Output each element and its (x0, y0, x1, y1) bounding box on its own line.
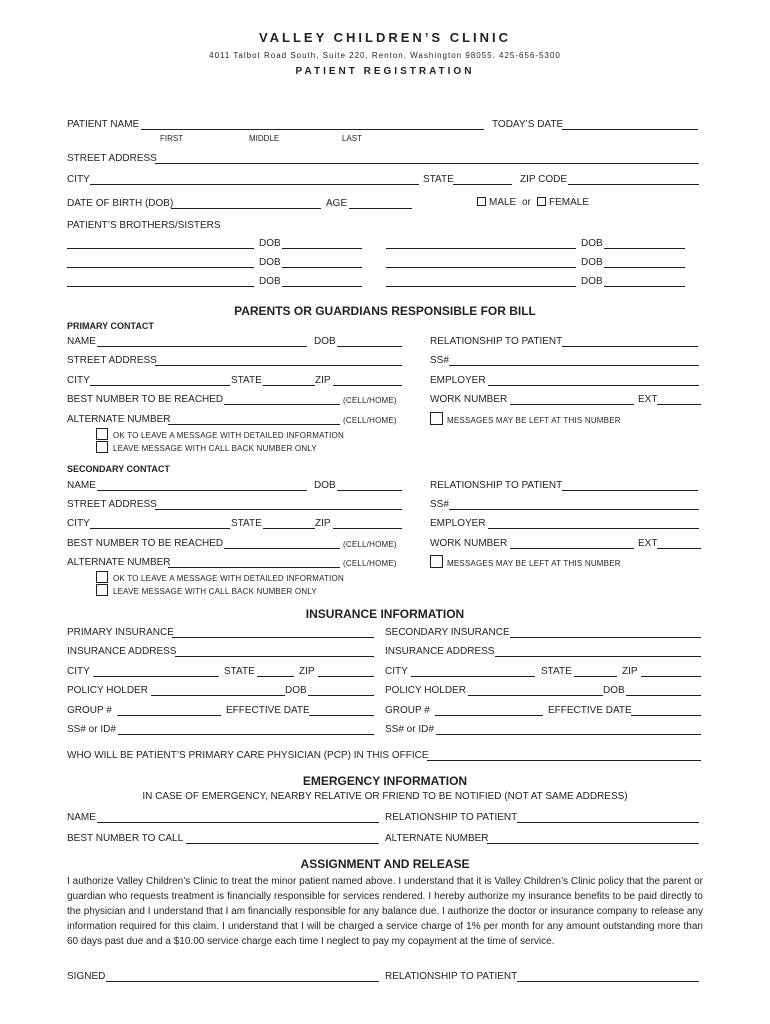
secondary-work-number-field[interactable] (510, 548, 634, 549)
secondary-insurance-field[interactable] (510, 637, 701, 638)
pcp-label: WHO WILL BE PATIENT’S PRIMARY CARE PHYSICIAN (PCP) IN THIS OFFICE (67, 750, 429, 761)
secondary-messages-checkbox[interactable] (430, 555, 443, 568)
primary-name-label: NAME (67, 336, 96, 347)
patient-street-label: STREET ADDRESS (67, 153, 157, 164)
signed-label: SIGNED (67, 971, 106, 982)
secondary-name-label: NAME (67, 480, 96, 491)
secondary-holder-dob-label: DOB (603, 685, 625, 696)
patient-city-label: CITY (67, 174, 90, 185)
secondary-ssid-field[interactable] (436, 734, 701, 735)
sibling-name-field[interactable] (67, 248, 254, 249)
secondary-alternate-label: ALTERNATE NUMBER (67, 557, 171, 568)
emergency-name-field[interactable] (97, 822, 379, 823)
secondary-callback-only-label: LEAVE MESSAGE WITH CALL BACK NUMBER ONLY (113, 587, 317, 596)
primary-callback-only-checkbox[interactable] (96, 441, 108, 453)
todays-date-field[interactable] (562, 129, 698, 130)
secondary-relationship-field[interactable] (562, 490, 698, 491)
primary-messages-checkbox[interactable] (430, 412, 443, 425)
sibling-dob-label: DOB (259, 238, 281, 249)
emergency-best-call-label: BEST NUMBER TO CALL (67, 833, 184, 844)
primary-alternate-label: ALTERNATE NUMBER (67, 414, 171, 425)
secondary-ins-state-label: STATE (541, 666, 572, 677)
signed-relationship-field[interactable] (517, 981, 699, 982)
secondary-holder-dob-field[interactable] (626, 695, 701, 696)
primary-employer-field[interactable] (488, 385, 699, 386)
sibling-dob-field[interactable] (282, 248, 362, 249)
primary-messages-label: MESSAGES MAY BE LEFT AT THIS NUMBER (447, 416, 621, 425)
primary-ins-city-label: CITY (67, 666, 90, 677)
secondary-group-label: GROUP # (385, 705, 430, 716)
primary-zip-field[interactable] (333, 385, 402, 386)
female-label: FEMALE (549, 197, 590, 208)
patient-age-label: AGE (326, 198, 348, 209)
patient-name-field[interactable] (141, 129, 484, 130)
signed-relationship-label: RELATIONSHIP TO PATIENT (385, 971, 518, 982)
sibling-dob-label: DOB (581, 238, 603, 249)
secondary-ok-detailed-checkbox[interactable] (96, 571, 108, 583)
primary-callback-only-label: LEAVE MESSAGE WITH CALL BACK NUMBER ONLY (113, 444, 317, 453)
secondary-ins-zip-field[interactable] (641, 676, 701, 677)
primary-relationship-label: RELATIONSHIP TO PATIENT (430, 336, 563, 347)
female-checkbox[interactable] (537, 197, 546, 206)
primary-best-number-label: BEST NUMBER TO BE REACHED (67, 394, 224, 405)
secondary-alternate-cell-home: (CELL/HOME) (343, 559, 397, 568)
secondary-contact-title: SECONDARY CONTACT (67, 464, 170, 474)
middle-name-caption: MIDDLE (249, 134, 280, 143)
patient-street-field[interactable] (155, 163, 699, 164)
secondary-state-field[interactable] (263, 528, 315, 529)
male-checkbox[interactable] (477, 197, 486, 206)
secondary-messages-label: MESSAGES MAY BE LEFT AT THIS NUMBER (447, 559, 621, 568)
primary-ins-state-label: STATE (224, 666, 255, 677)
secondary-employer-label: EMPLOYER (430, 518, 486, 529)
assignment-section-title: ASSIGNMENT AND RELEASE (300, 857, 470, 871)
secondary-zip-field[interactable] (333, 528, 402, 529)
primary-group-field[interactable] (117, 715, 221, 716)
parents-section-title: PARENTS OR GUARDIANS RESPONSIBLE FOR BILL (234, 304, 536, 318)
secondary-best-number-field[interactable] (224, 548, 340, 549)
signature-field[interactable] (106, 981, 379, 982)
sibling-name-field[interactable] (386, 286, 576, 287)
secondary-dob-label: DOB (314, 480, 336, 491)
primary-city-label: CITY (67, 375, 90, 386)
primary-alternate-cell-home: (CELL/HOME) (343, 416, 397, 425)
secondary-ins-zip-label: ZIP (622, 666, 638, 677)
emergency-best-call-field[interactable] (186, 843, 379, 844)
primary-ssid-field[interactable] (118, 734, 374, 735)
primary-effective-label: EFFECTIVE DATE (226, 705, 310, 716)
primary-work-number-label: WORK NUMBER (430, 394, 508, 405)
primary-work-number-field[interactable] (510, 404, 634, 405)
secondary-ss-label: SS# (430, 499, 449, 510)
sibling-dob-label: DOB (259, 257, 281, 268)
secondary-effective-label: EFFECTIVE DATE (548, 705, 632, 716)
sibling-dob-field[interactable] (282, 267, 362, 268)
secondary-ok-detailed-label: OK TO LEAVE A MESSAGE WITH DETAILED INFORMATION (113, 574, 344, 583)
primary-ins-city-field[interactable] (93, 676, 219, 677)
primary-relationship-field[interactable] (562, 346, 698, 347)
secondary-ins-address-label: INSURANCE ADDRESS (385, 646, 495, 657)
todays-date-label: TODAY’S DATE (492, 119, 564, 130)
secondary-holder-field[interactable] (468, 695, 603, 696)
primary-holder-dob-field[interactable] (308, 695, 374, 696)
or-label: or (522, 197, 531, 208)
sibling-dob-field[interactable] (282, 286, 362, 287)
secondary-name-field[interactable] (97, 490, 307, 491)
secondary-state-label: STATE (231, 518, 262, 529)
primary-street-label: STREET ADDRESS (67, 355, 157, 366)
emergency-subtitle: IN CASE OF EMERGENCY, NEARBY RELATIVE OR FRIEND TO BE NOTIFIED (NOT AT SAME ADDRESS) (142, 791, 628, 802)
secondary-zip-label: ZIP (315, 518, 331, 529)
primary-dob-field[interactable] (337, 346, 402, 347)
emergency-relationship-field[interactable] (517, 822, 699, 823)
primary-ins-address-field[interactable] (175, 656, 374, 657)
primary-ss-label: SS# (430, 355, 449, 366)
patient-dob-field[interactable] (171, 208, 321, 209)
secondary-city-label: CITY (67, 518, 90, 529)
secondary-alternate-field[interactable] (168, 567, 340, 568)
secondary-relationship-label: RELATIONSHIP TO PATIENT (430, 480, 563, 491)
sibling-name-field[interactable] (386, 248, 576, 249)
sibling-dob-field[interactable] (604, 267, 685, 268)
primary-state-field[interactable] (263, 385, 315, 386)
secondary-ext-field[interactable] (657, 548, 701, 549)
secondary-city-field[interactable] (90, 528, 230, 529)
insurance-section-title: INSURANCE INFORMATION (305, 607, 465, 621)
primary-state-label: STATE (231, 375, 262, 386)
primary-holder-label: POLICY HOLDER (67, 685, 148, 696)
secondary-street-field[interactable] (155, 509, 402, 510)
first-name-caption: FIRST (160, 134, 184, 143)
secondary-ssid-label: SS# or ID# (385, 724, 434, 735)
secondary-ins-address-field[interactable] (495, 656, 701, 657)
primary-holder-field[interactable] (151, 695, 285, 696)
primary-ins-zip-field[interactable] (318, 676, 374, 677)
secondary-cell-home: (CELL/HOME) (343, 540, 397, 549)
primary-ss-field[interactable] (449, 365, 699, 366)
primary-cell-home: (CELL/HOME) (343, 396, 397, 405)
emergency-alternate-label: ALTERNATE NUMBER (385, 833, 489, 844)
primary-contact-title: PRIMARY CONTACT (67, 321, 154, 331)
primary-holder-dob-label: DOB (285, 685, 307, 696)
emergency-section-title: EMERGENCY INFORMATION (302, 774, 468, 788)
emergency-relationship-label: RELATIONSHIP TO PATIENT (385, 812, 518, 823)
primary-effective-field[interactable] (309, 715, 374, 716)
primary-zip-label: ZIP (315, 375, 331, 386)
patient-age-field[interactable] (349, 208, 412, 209)
sibling-name-field[interactable] (386, 267, 576, 268)
primary-group-label: GROUP # (67, 705, 112, 716)
primary-ssid-label: SS# or ID# (67, 724, 116, 735)
sibling-name-field[interactable] (67, 267, 254, 268)
patient-state-label: STATE (423, 174, 454, 185)
sibling-dob-field[interactable] (604, 248, 685, 249)
secondary-work-number-label: WORK NUMBER (430, 538, 508, 549)
secondary-holder-label: POLICY HOLDER (385, 685, 466, 696)
primary-insurance-field[interactable] (172, 637, 374, 638)
patient-name-label: PATIENT NAME (67, 119, 140, 130)
patient-zip-label: ZIP CODE (520, 174, 568, 185)
secondary-ins-city-label: CITY (385, 666, 408, 677)
patient-dob-label: DATE OF BIRTH (DOB) (67, 198, 174, 209)
emergency-name-label: NAME (67, 812, 96, 823)
patient-state-field[interactable] (453, 184, 512, 185)
secondary-callback-only-checkbox[interactable] (96, 584, 108, 596)
secondary-insurance-label: SECONDARY INSURANCE (385, 627, 510, 638)
male-label: MALE (489, 197, 517, 208)
primary-employer-label: EMPLOYER (430, 375, 486, 386)
secondary-ins-city-field[interactable] (411, 676, 535, 677)
secondary-effective-field[interactable] (631, 715, 701, 716)
pcp-field[interactable] (427, 760, 701, 761)
primary-alternate-field[interactable] (168, 424, 340, 425)
secondary-ext-label: EXT (638, 538, 658, 549)
primary-ok-detailed-label: OK TO LEAVE A MESSAGE WITH DETAILED INFORMATION (113, 431, 344, 440)
primary-ext-field[interactable] (657, 404, 701, 405)
clinic-address: 4011 Talbot Road South, Suite 220, Renton, Washington 98055. 425-656-5300 (209, 51, 561, 60)
patient-zip-field[interactable] (568, 184, 699, 185)
primary-ins-address-label: INSURANCE ADDRESS (67, 646, 177, 657)
patient-city-field[interactable] (90, 184, 419, 185)
form-title: PATIENT REGISTRATION (295, 66, 475, 77)
last-name-caption: LAST (342, 134, 363, 143)
secondary-group-field[interactable] (435, 715, 543, 716)
primary-ins-state-field[interactable] (257, 676, 294, 677)
primary-city-field[interactable] (90, 385, 230, 386)
secondary-best-number-label: BEST NUMBER TO BE REACHED (67, 538, 224, 549)
emergency-alternate-field[interactable] (487, 843, 699, 844)
assignment-text: I authorize Valley Children’s Clinic to treat the minor patient named above. I understand that it is Valley Children’s Clinic policy that the parent or guardian who requests treatment is financially responsible for services rendered. I hereby authorize my insurance benefits to be paid directly to the physician and I understand that I am financially responsible for any balance due. I authorize the doctor or insurance company to release any information required for this claim. I understand that I will be charged a service charge of 1% per month for any amount outstanding more than 60 days past due and a $10.00 service charge each time I neglect to pay my copayment at the time of service. (67, 876, 703, 947)
primary-best-number-field[interactable] (224, 404, 340, 405)
primary-name-field[interactable] (97, 346, 307, 347)
secondary-ss-field[interactable] (449, 509, 699, 510)
secondary-employer-field[interactable] (488, 528, 699, 529)
sibling-dob-field[interactable] (604, 286, 685, 287)
primary-insurance-label: PRIMARY INSURANCE (67, 627, 174, 638)
primary-ok-detailed-checkbox[interactable] (96, 428, 108, 440)
secondary-dob-field[interactable] (337, 490, 402, 491)
secondary-ins-state-field[interactable] (574, 676, 617, 677)
sibling-dob-label: DOB (581, 276, 603, 287)
primary-street-field[interactable] (155, 365, 402, 366)
clinic-name: VALLEY CHILDREN’S CLINIC (258, 30, 512, 45)
sibling-dob-label: DOB (581, 257, 603, 268)
primary-ext-label: EXT (638, 394, 658, 405)
primary-dob-label: DOB (314, 336, 336, 347)
sibling-name-field[interactable] (67, 286, 254, 287)
sibling-dob-label: DOB (259, 276, 281, 287)
secondary-street-label: STREET ADDRESS (67, 499, 157, 510)
primary-ins-zip-label: ZIP (299, 666, 315, 677)
siblings-label: PATIENT’S BROTHERS/SISTERS (67, 220, 221, 231)
